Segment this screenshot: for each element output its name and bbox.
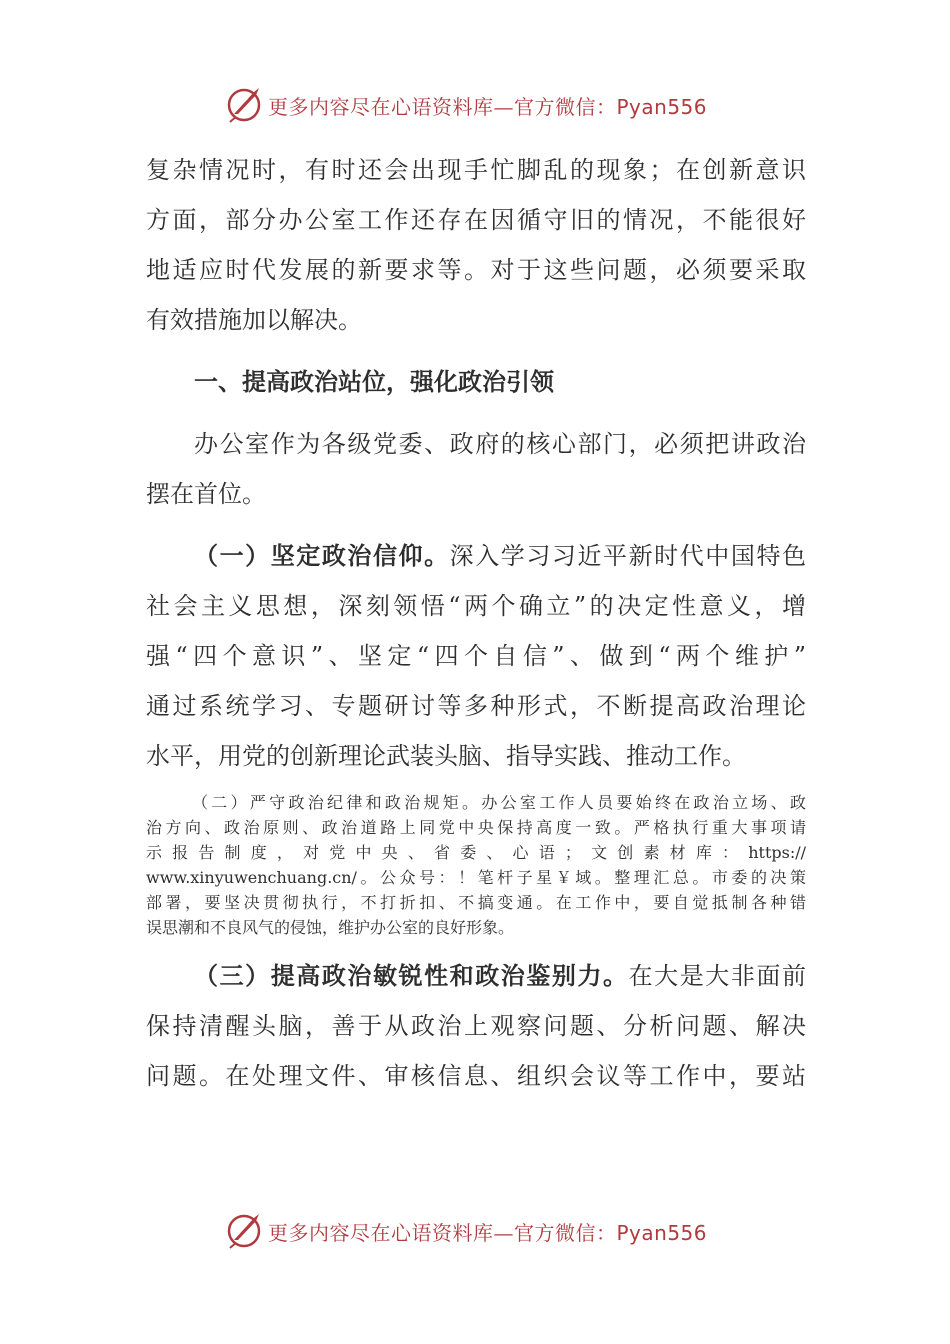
paragraph-line: 方面，部分办公室工作还存在因循守旧的情况，不能很好 xyxy=(146,206,806,234)
header-watermark xyxy=(0,82,950,126)
small-paragraph-line: 误思潮和不良风气的侵蚀，维护办公室的良好形象。 xyxy=(146,918,515,937)
item-first-line: （一）坚定政治信仰。深入学习习近平新时代中国特色 xyxy=(194,541,807,570)
quill-logo-icon xyxy=(226,84,264,124)
paragraph-line: 问题。在处理文件、审核信息、组织会议等工作中，要站 xyxy=(146,1062,806,1090)
item-title: （三）提高政治敏锐性和政治鉴别力。 xyxy=(194,961,629,990)
paragraph-line: 强“四个意识”、坚定“四个自信”、做到“两个维护” xyxy=(146,642,806,670)
paragraph-line: 复杂情况时，有时还会出现手忙脚乱的现象；在创新意识 xyxy=(146,156,806,184)
small-paragraph-line: 治方向、政治原则、政治道路上同党中央保持高度一致。严格执行重大事项请 xyxy=(146,818,806,837)
paragraph-line: 社会主义思想，深刻领悟“两个确立”的决定性意义，增 xyxy=(146,592,806,620)
paragraph-line: 地适应时代发展的新要求等。对于这些问题，必须要采取 xyxy=(146,256,806,284)
small-paragraph-line: 示报告制度，对党中央、省委、心语；文创素材库：https:// xyxy=(146,843,806,862)
paragraph-line: 摆在首位。 xyxy=(146,480,266,508)
small-paragraph-line: www.xinyuwenchuang.cn/。公众号：！笔杆子星￥域。整理汇总。市委的决策 xyxy=(146,868,806,887)
footer-watermark xyxy=(0,1208,950,1252)
paragraph-line: 保持清醒头脑，善于从政治上观察问题、分析问题、解决 xyxy=(146,1012,806,1040)
item-title: （一）坚定政治信仰。 xyxy=(194,541,450,570)
quill-logo-icon xyxy=(226,1210,264,1250)
small-paragraph-line: 部署，要坚决贯彻执行，不打折扣、不搞变通。在工作中，要自觉抵制各种错 xyxy=(146,893,806,912)
paragraph-line: 办公室作为各级党委、政府的核心部门，必须把讲政治 xyxy=(194,430,806,458)
paragraph-line: 通过系统学习、专题研讨等多种形式，不断提高政治理论 xyxy=(146,692,806,720)
paragraph-line: 水平，用党的创新理论武装头脑、指导实践、推动工作。 xyxy=(146,742,746,770)
item-first-line: （三）提高政治敏锐性和政治鉴别力。在大是大非面前 xyxy=(194,961,807,990)
section-heading: 一、提高政治站位，强化政治引领 xyxy=(194,367,554,396)
watermark-text: 更多内容尽在心语资料库—官方微信：Pyan556 xyxy=(268,95,708,119)
small-paragraph-line: （二）严守政治纪律和政治规矩。办公室工作人员要始终在政治立场、政 xyxy=(192,793,806,812)
watermark-text: 更多内容尽在心语资料库—官方微信：Pyan556 xyxy=(268,1221,708,1245)
paragraph-line: 有效措施加以解决。 xyxy=(146,306,362,334)
